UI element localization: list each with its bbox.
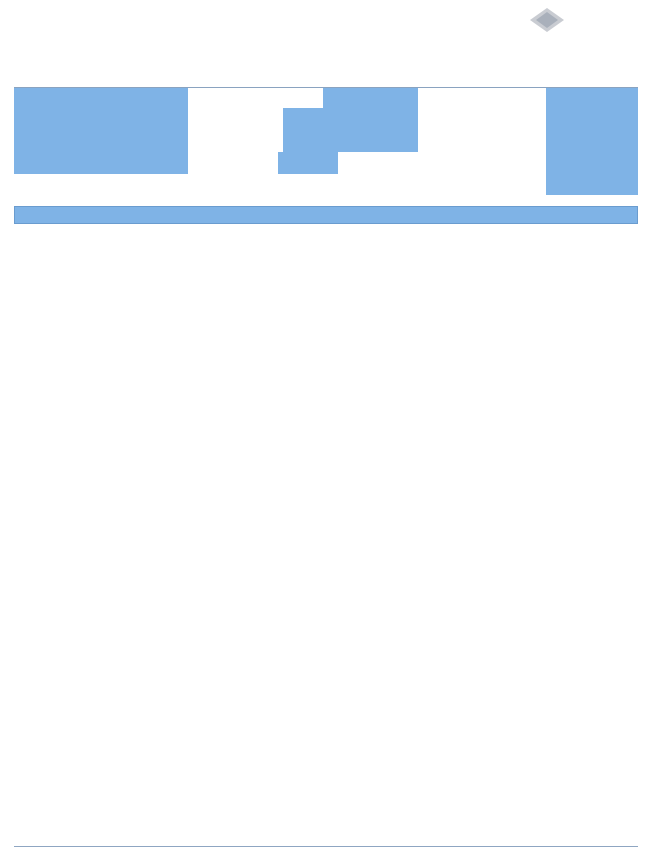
semester-value xyxy=(341,154,541,172)
grade-label xyxy=(14,88,188,108)
name-label xyxy=(546,88,638,108)
school-name-label xyxy=(546,174,638,195)
edu-admin-label xyxy=(278,152,338,174)
nationality-label xyxy=(546,108,638,152)
questions-heading xyxy=(14,206,638,224)
semester-label xyxy=(546,152,638,174)
father-status-row xyxy=(14,226,638,278)
logo-diamond-icon xyxy=(512,6,582,40)
alt-phone-label xyxy=(14,108,188,152)
guardian-phone-label xyxy=(283,108,418,152)
bottom-rule xyxy=(14,846,638,847)
father-note xyxy=(14,280,638,284)
ministry-no-label xyxy=(14,152,188,174)
id-label xyxy=(323,88,418,108)
student-info-grid xyxy=(14,87,638,194)
takaful-logo xyxy=(512,6,582,64)
